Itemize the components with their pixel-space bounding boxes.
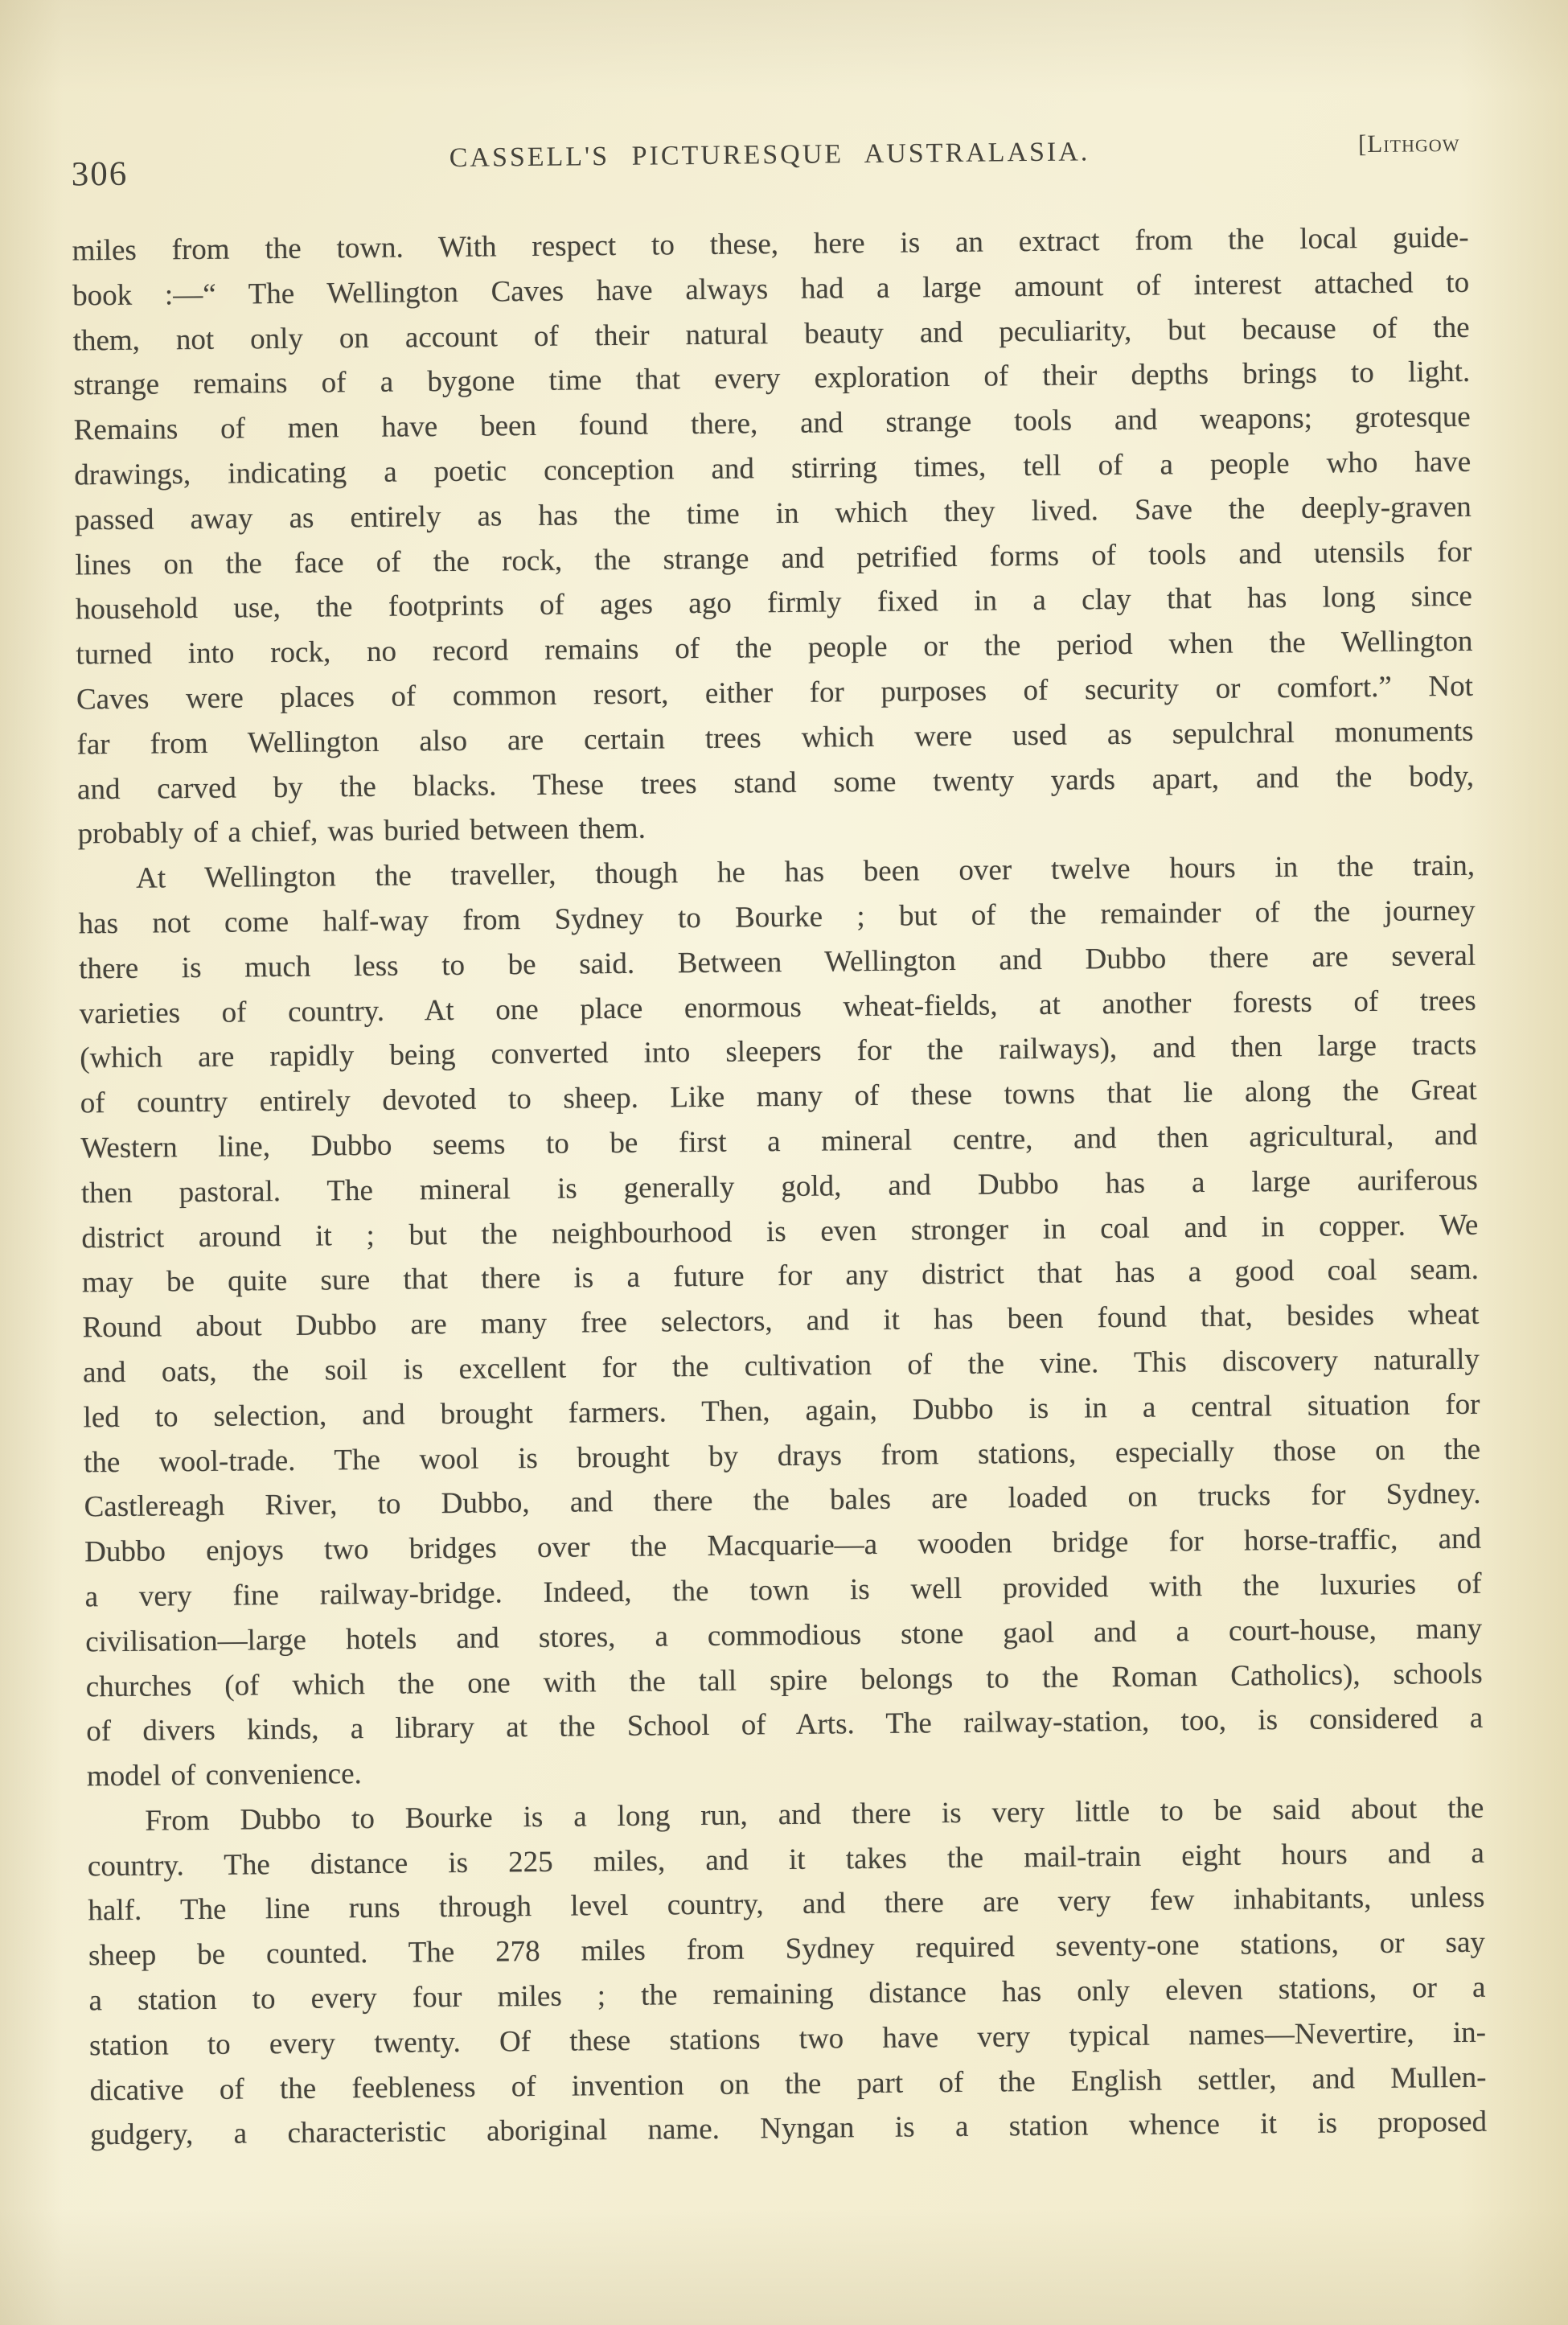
text-line: sheep be counted. The 278 miles from Sydney required seventy-one stations, or say bbox=[88, 1925, 1486, 1973]
text-line: the wool-trade. The wool is brought by drays from stations, especially those on the bbox=[83, 1432, 1481, 1479]
text-line: (which are rapidly being converted into sleepers for the railways), and then large tracts bbox=[80, 1029, 1477, 1075]
text-line: of divers kinds, a library at the School of Arts. The railway-station, too, is considered a bbox=[86, 1702, 1484, 1748]
text-line: Round about Dubbo are many free selectors, and it has been found that, besides wheat bbox=[82, 1297, 1480, 1345]
text-line: half. The line runs through level country, and there are very few inhabitants, unless bbox=[88, 1881, 1485, 1928]
text-line: them, not only on account of their natural beauty and peculiarity, but because of the bbox=[72, 310, 1470, 358]
text-line: and carved by the blacks. These trees stand some twenty yards apart, and the body, bbox=[76, 759, 1475, 807]
text-line: household use, the footprints of ages ago firmly fixed in a clay that has long since bbox=[75, 580, 1473, 626]
text-line: churches (of which the one with the tall spire belongs to the Roman Catholics), schools bbox=[85, 1657, 1483, 1703]
text-line: strange remains of a bygone time that every exploration of their depths brings to light. bbox=[73, 355, 1471, 402]
page-number: 306 bbox=[71, 154, 129, 194]
text-line: miles from the town. With respect to these, here is an extract from the local guide- bbox=[72, 220, 1469, 268]
text-line: may be quite sure that there is a future for any district that has a good coal seam. bbox=[81, 1253, 1480, 1300]
text-line: a station to every four miles ; the remaining distance has only eleven stations, or a bbox=[88, 1970, 1486, 2018]
text-line: civilisation—large hotels and stores, a commodious stone gaol and a court-house, many bbox=[85, 1612, 1483, 1659]
text-line: Western line, Dubbo seems to be first a mineral centre, and then agricultural, and bbox=[80, 1118, 1478, 1165]
text-line: and oats, the soil is excellent for the cultivation of the vine. This discovery naturally bbox=[82, 1342, 1480, 1390]
text-line: varieties of country. At one place enormous wheat-fields, at another forests of trees bbox=[79, 984, 1476, 1030]
text-line: turned into rock, no record remains of the people or the period when the Wellington bbox=[76, 624, 1473, 672]
text-line: of country entirely devoted to sheep. Like many of these towns that lie along the Great bbox=[80, 1073, 1477, 1120]
text-line: book :—“ The Wellington Caves have always had a large amount of interest attached to bbox=[72, 265, 1470, 313]
text-line: Remains of men have been found there, and strange tools and weapons; grotesque bbox=[73, 400, 1471, 447]
text-line: drawings, indicating a poetic conception and stirring times, tell of a people who have bbox=[74, 445, 1472, 492]
text-line: Castlereagh River, to Dubbo, and there the bales are loaded on trucks for Sydney. bbox=[84, 1477, 1481, 1524]
text-line: At Wellington the traveller, though he has been over twelve hours in the train, bbox=[135, 848, 1476, 895]
text-line: lines on the face of the rock, the strange and petrified forms of tools and utensils for bbox=[75, 535, 1472, 582]
paragraph bbox=[78, 844, 1484, 1799]
text-line: Dubbo enjoys two bridges over the Macquarie—a wooden bridge for horse-traffic, and bbox=[84, 1522, 1482, 1569]
text-line: far from Wellington also are certain trees which were used as sepulchral monuments bbox=[76, 714, 1474, 762]
text-line: there is much less to be said. Between Wellington and Dubbo there are several bbox=[79, 939, 1476, 986]
running-title: CASSELL'S PICTURESQUE AUSTRALASIA. bbox=[449, 137, 1090, 173]
text-line: passed away as entirely as has the time in which they lived. Save the deeply-graven bbox=[74, 490, 1472, 537]
body-text bbox=[72, 216, 1487, 2159]
text-line: model of convenience. bbox=[86, 1757, 362, 1793]
text-line: gudgery, a characteristic aboriginal name. Nyngan is a station whence it is proposed bbox=[89, 2105, 1488, 2152]
text-line: has not come half-way from Sydney to Bourke ; but of the remainder of the journey bbox=[78, 893, 1476, 941]
text-line: station to every twenty. Of these stations two have very typical names—Nevertire, in- bbox=[88, 2015, 1487, 2063]
text-line: district around it ; but the neighbourhood is even stronger in coal and in copper. We bbox=[81, 1208, 1479, 1255]
paragraph bbox=[87, 1786, 1487, 2159]
text-line: country. The distance is 225 miles, and it takes the mail-train eight hours and a bbox=[87, 1836, 1485, 1883]
running-head bbox=[71, 128, 1467, 194]
text-line: led to selection, and brought farmers. Then, again, Dubbo is in a central situation for bbox=[83, 1387, 1480, 1435]
plate-reference-label: [Lithgow bbox=[1357, 128, 1460, 158]
text-line: Caves were places of common resort, either for purposes of security or comfort.” Not bbox=[76, 669, 1474, 717]
text-line: a very fine railway-bridge. Indeed, the town is well provided with the luxuries of bbox=[84, 1567, 1482, 1614]
text-line: From Dubbo to Bourke is a long run, and there is very little to be said about the bbox=[145, 1791, 1484, 1838]
text-line: then pastoral. The mineral is generally gold, and Dubbo has a large auriferous bbox=[80, 1163, 1478, 1210]
text-line: dicative of the feebleness of invention on the part of the English settler, and Mullen- bbox=[89, 2060, 1487, 2108]
paragraph bbox=[72, 216, 1474, 857]
text-line: probably of a chief, was buried between them. bbox=[77, 812, 646, 851]
